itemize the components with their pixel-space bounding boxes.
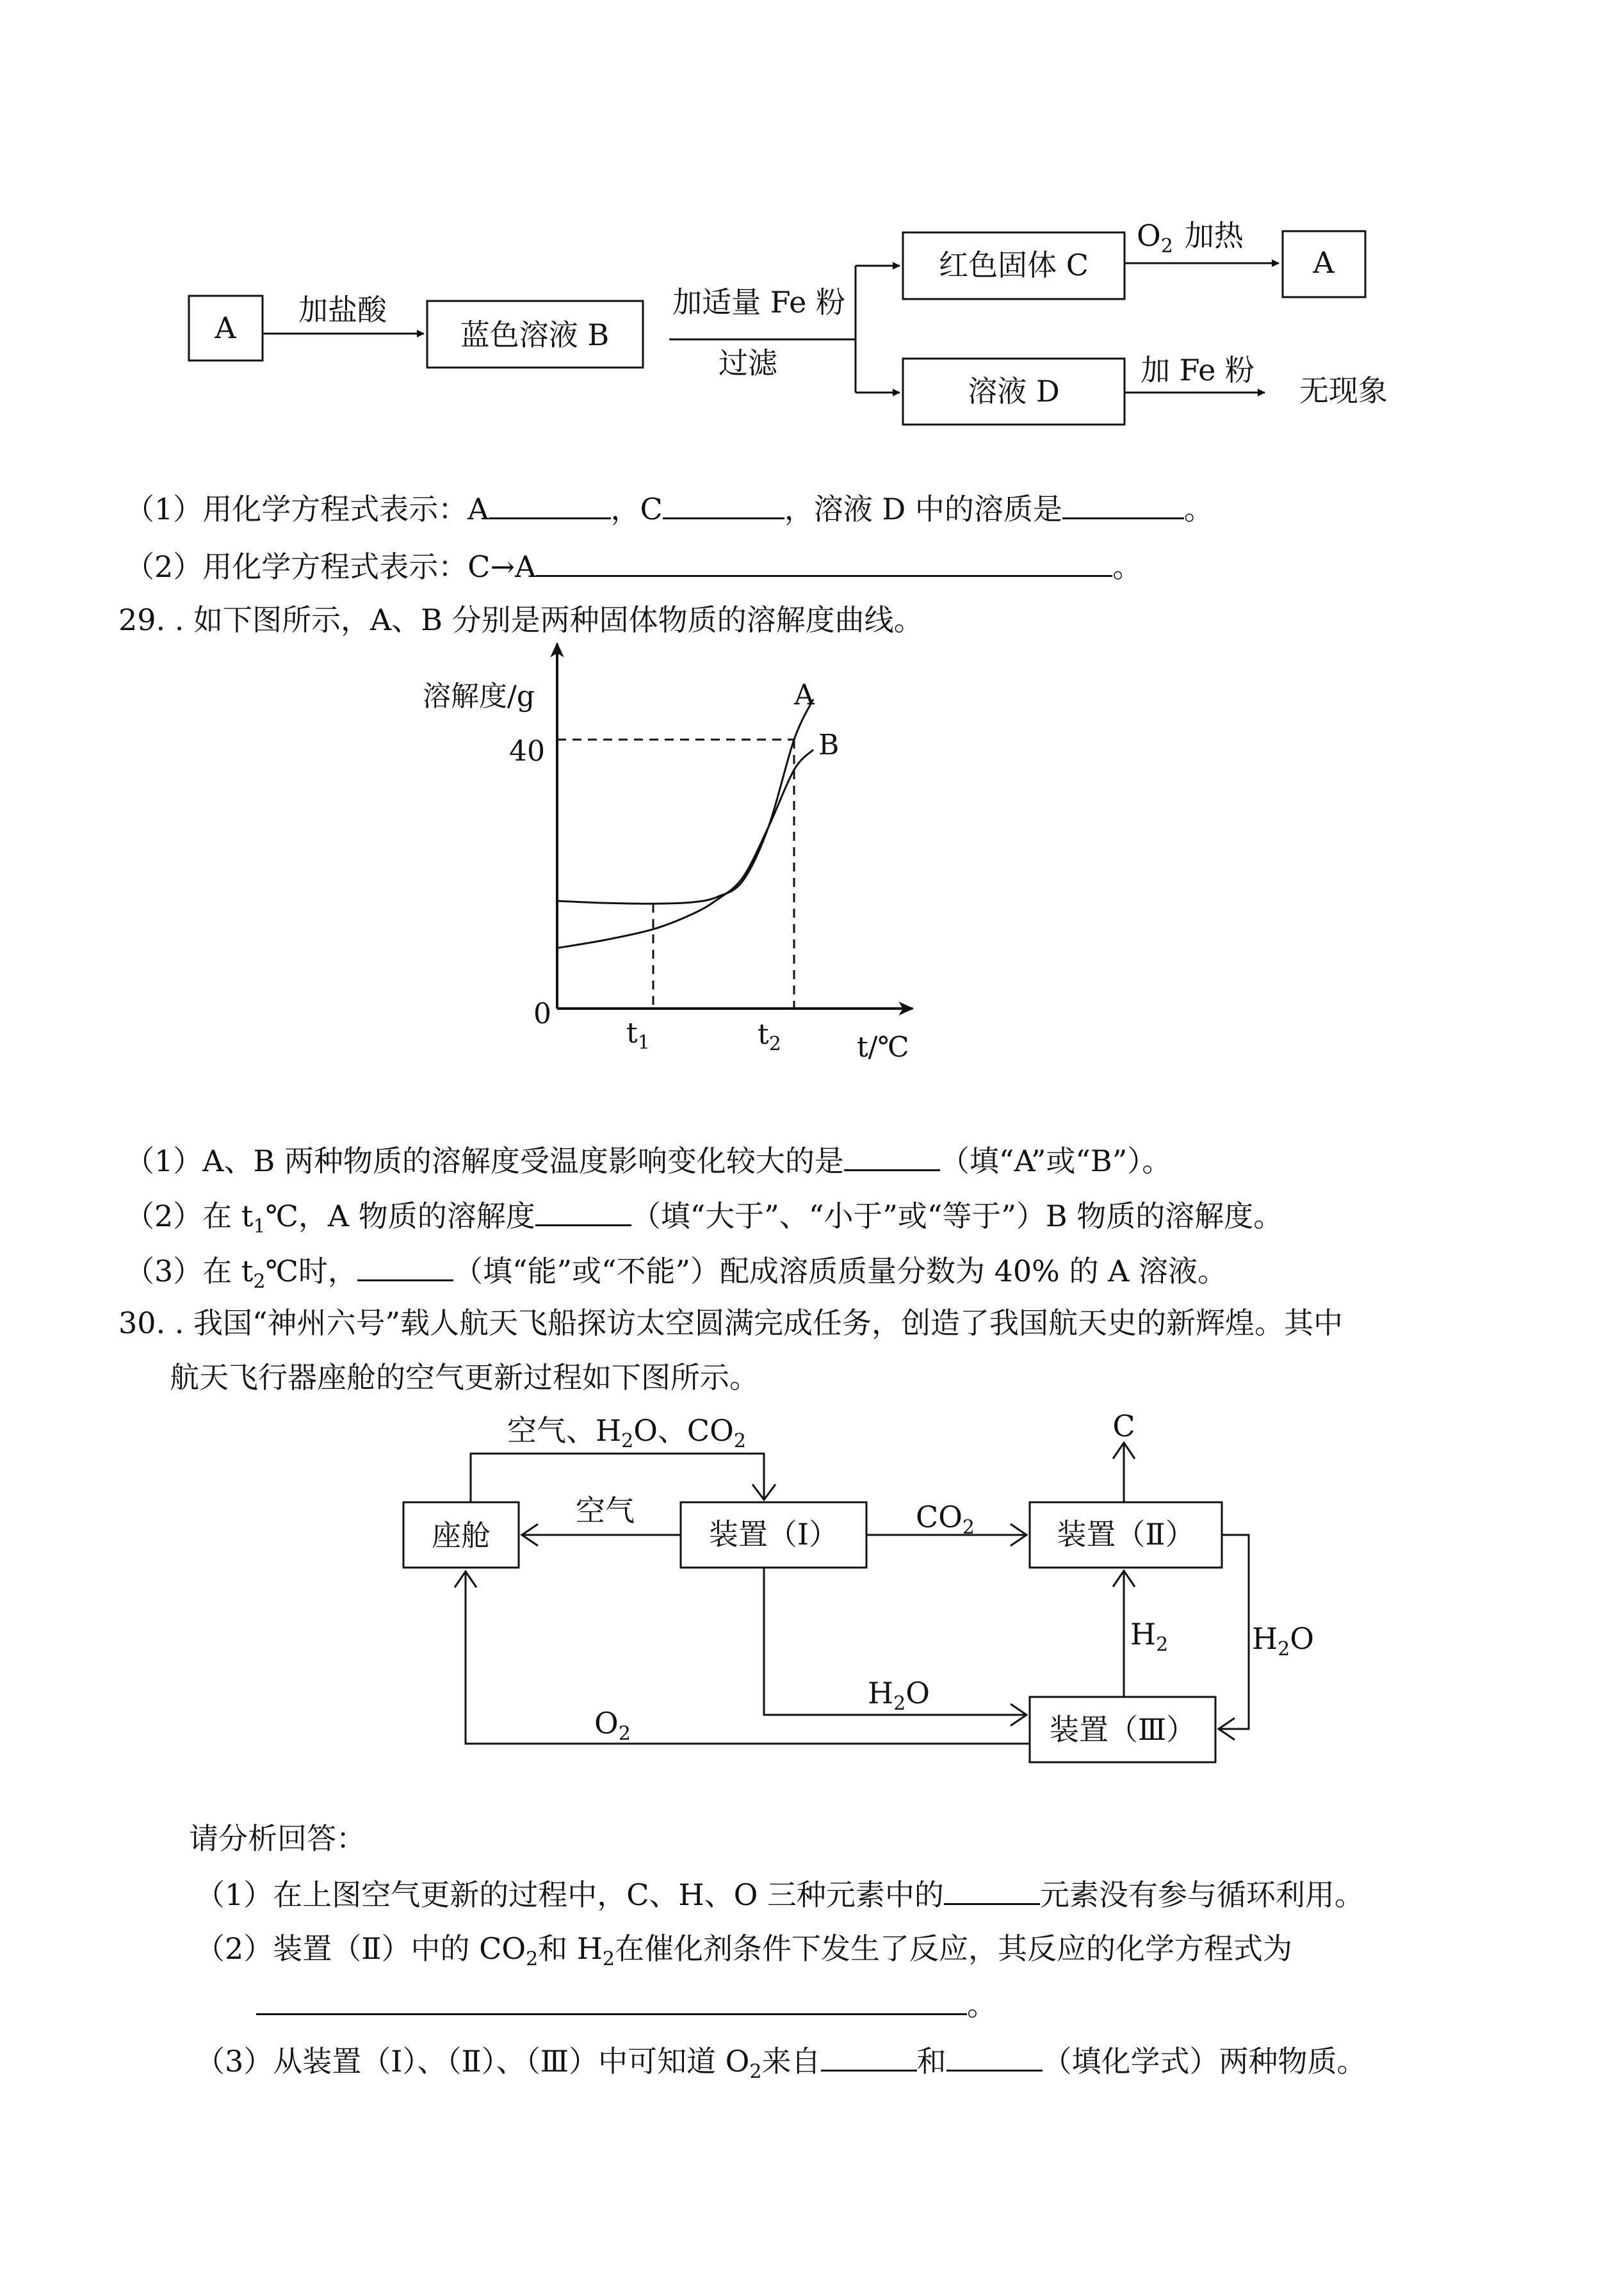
q29-q3-text-a: （3）在 t [125,1254,254,1288]
q30-prompt: 请分析回答： [189,1821,366,1856]
answer-blank[interactable] [946,2040,1043,2072]
q30-question-2-answer-line [256,1984,996,2025]
arrow-fe-bottom-label: 过滤 [719,346,777,380]
o2-label: $O_2$ [594,1706,631,1745]
q30-q3-sub: 2 [749,2061,762,2084]
q29-q3-sub: 2 [253,1270,266,1293]
answer-blank[interactable] [821,2040,917,2072]
q30-question-2 [195,1929,1292,1979]
q30-question-1 [195,1874,1364,1915]
arrow-fe-top-label: 加适量 Fe 粉 [672,285,845,320]
c-out-label: C [1112,1409,1135,1443]
box-a-label: A [215,311,236,345]
y-axis-label: 溶解度/g [423,680,535,713]
q29-stem: 29. . 如下图所示，A、B 分别是两种固体物质的溶解度曲线。 [118,603,923,637]
y-tick-label-40: 40 [509,735,545,768]
result-label: 无现象 [1299,373,1388,408]
q28-q1-end: 。 [1183,492,1214,526]
q30-q2-sub-1: 2 [526,1948,539,1971]
series-label-b: B [818,729,840,761]
q28-q2-text-a: （2）用化学方程式表示：C→A [125,549,537,584]
q30-q3-text-d: （填化学式）两种物质。 [1042,2044,1367,2079]
q29-q2-sub: 1 [253,1215,266,1238]
q30-stem-line-2: 航天飞行器座舱的空气更新过程如下图所示。 [170,1360,759,1395]
device-2-label: 装置（Ⅱ） [1057,1517,1195,1552]
box-a2-label: A [1313,245,1335,280]
q30-q2-end: 。 [967,1988,996,2022]
q28-q1-text-a: （1）用化学方程式表示：A [125,492,489,526]
q30-q2-text-c: 在催化剂条件下发生了反应，其反应的化学方程式为 [615,1931,1292,1966]
series-label-a: A [794,679,815,711]
cabin-label: 座舱 [432,1518,491,1553]
device-1-label: 装置（I） [708,1517,839,1552]
q30-q2-text-a: （2）装置（Ⅱ）中的 CO [195,1931,526,1966]
q30-q3-text-b: 来自 [761,2044,821,2079]
box-c-label: 红色固体 C [939,248,1089,282]
box-d-label: 溶液 D [968,374,1060,409]
origin-label: 0 [533,998,551,1030]
h2-label: $H_2$ [1130,1617,1169,1656]
answer-blank[interactable] [944,1874,1040,1905]
q30-q3-text-a: （3）从装置（I）、（Ⅱ）、（Ⅲ）中可知道 O [195,2044,750,2079]
q30-q2-sub-2: 2 [602,1948,615,1971]
box-b-label: 蓝色溶液 B [460,318,610,352]
q29-q2-text-c: （填“大于”、“小于”或“等于”）B 物质的溶解度。 [631,1199,1283,1233]
h2o-mid-label: $H_2O$ [868,1676,930,1715]
q29-q1-text-a: （1）A、B 两种物质的溶解度受温度影响变化较大的是 [125,1144,844,1178]
arrow-fe2-label: 加 Fe 粉 [1141,353,1255,387]
q28-q2-end: 。 [1112,549,1142,584]
q28-q1-text-c: ，溶液 D 中的溶质是 [784,492,1062,526]
q28-q1-text-b: ，C [610,492,663,526]
x-axis-label: t/℃ [857,1031,909,1064]
arrow-o2-label: $O_2$ 加热 [1137,218,1244,257]
q29-q3-text-c: （填“能”或“不能”）配成溶质质量分数为 40% 的 A 溶液。 [453,1254,1227,1288]
h2o-right-label: $H_2O$ [1252,1621,1314,1660]
q30-question-3 [195,2040,1367,2092]
arrow-hcl-label: 加盐酸 [298,293,387,327]
co2-label: $CO_2$ [916,1500,975,1539]
q29-q2-text-b: ℃，A 物质的溶解度 [265,1199,535,1233]
air-label: 空气 [576,1493,635,1528]
q30-q2-text-b: 和 H [538,1931,603,1966]
answer-blank[interactable] [256,1984,967,2015]
q30-q3-text-c: 和 [916,2044,946,2079]
device-3-label: 装置（Ⅲ） [1049,1712,1196,1747]
x-tick-label-t2: $t_2$ [758,1018,781,1055]
q30-stem-line-1: 30. . 我国“神州六号”载人航天飞船探访太空圆满完成任务，创造了我国航天史的新辉煌。其中 [118,1306,1344,1340]
q29-q3-text-b: ℃时， [265,1254,357,1288]
q29-q2-text-a: （2）在 t [125,1199,254,1233]
x-tick-label-t1: $t_1$ [626,1017,650,1054]
top-loop-label: 空气、$H_2O$、$CO_2$ [507,1413,746,1452]
q30-q1-text-a: （1）在上图空气更新的过程中，C、H、O 三种元素中的 [195,1877,944,1912]
q29-q1-text-b: （填“A”或“B”）。 [939,1144,1172,1178]
q30-q1-text-b: 元素没有参与循环利用。 [1039,1877,1364,1912]
